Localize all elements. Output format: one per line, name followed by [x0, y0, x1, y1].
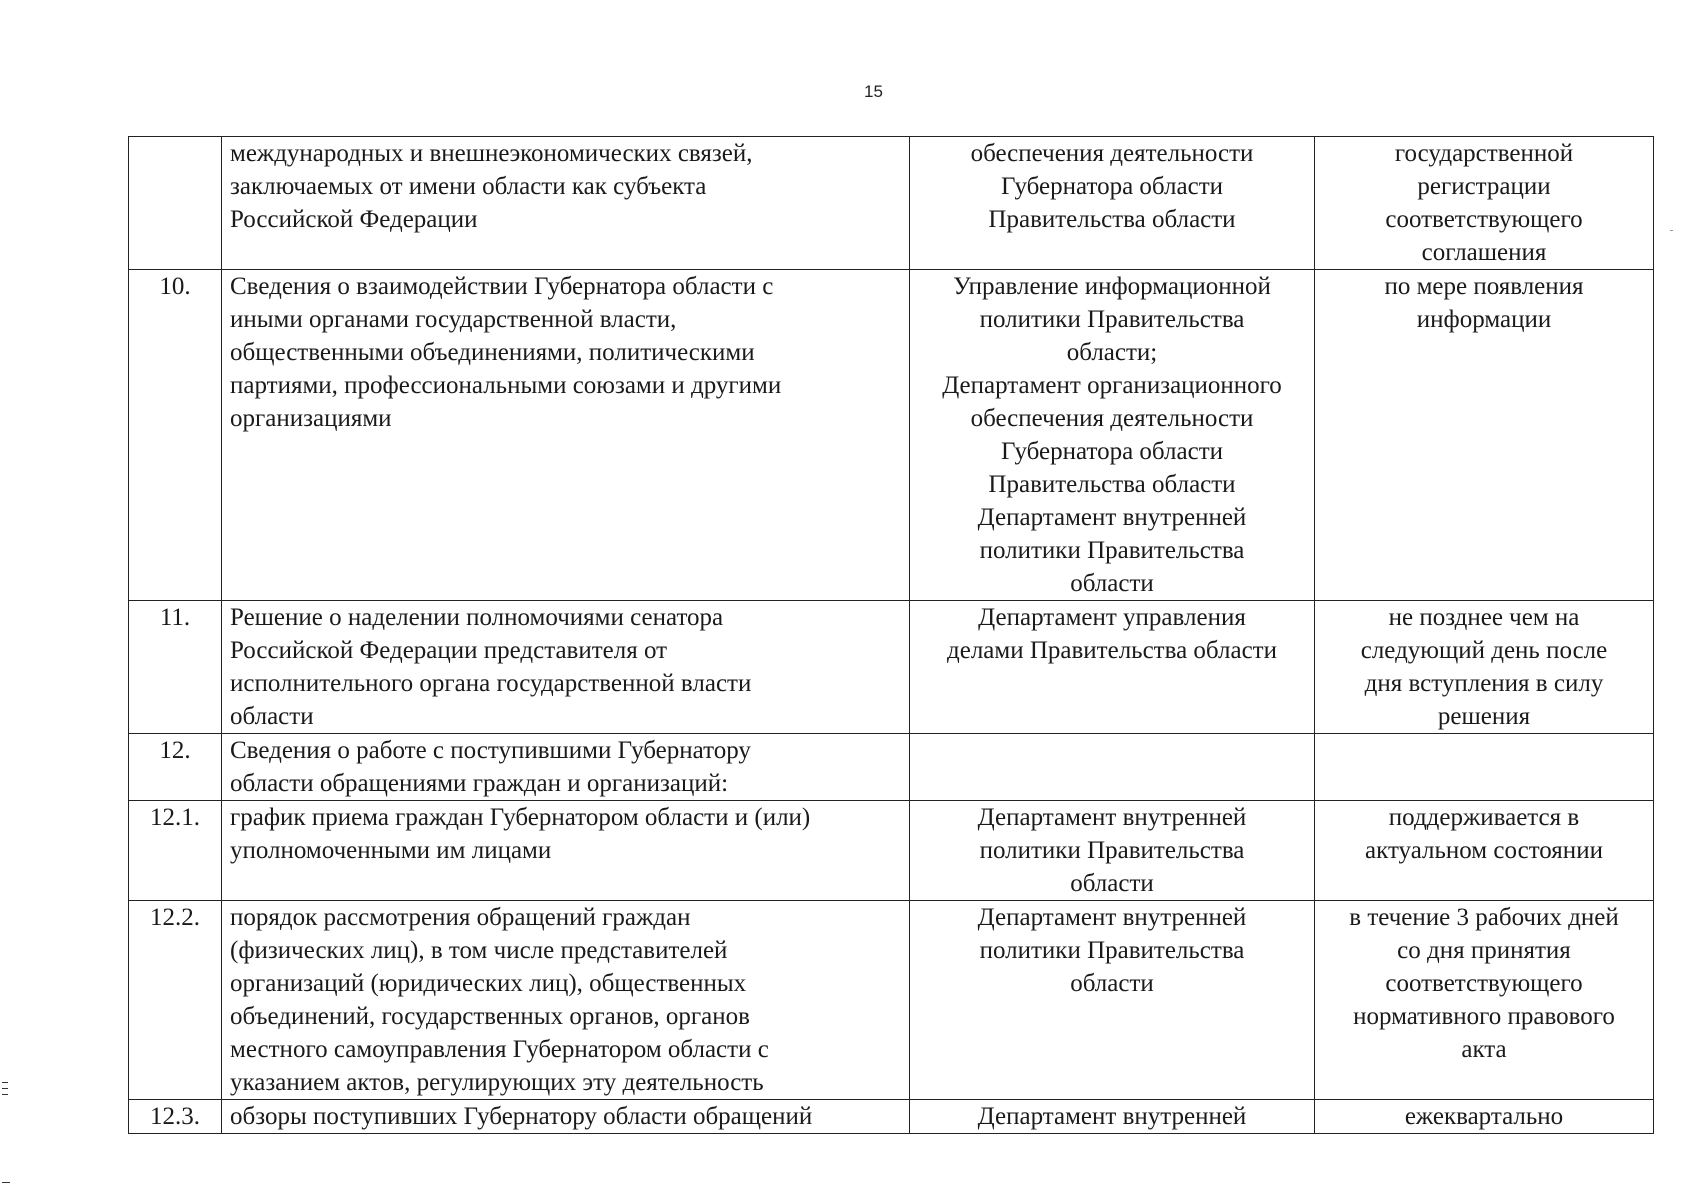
scan-margin-mark: [1670, 230, 1673, 231]
responsible-cell: [910, 270, 1315, 601]
info-name: обзоры поступивших Губернатору области обращений: [230, 1103, 813, 1130]
row-number-cell: [129, 601, 222, 734]
table-row: [129, 601, 1654, 734]
responsible-body: Департамент управления делами Правительства области: [947, 604, 1277, 664]
table-row: [129, 1100, 1654, 1134]
row-number: 10.: [159, 273, 191, 300]
info-name: график приема граждан Губернатором области и (или) уполномоченными им лицами: [230, 804, 811, 864]
row-number: 12.3.: [150, 1103, 200, 1130]
scan-margin-mark: [2, 1182, 10, 1183]
row-number: 12.2.: [150, 904, 200, 931]
term-cell: [1315, 137, 1654, 270]
table-row: [129, 734, 1654, 801]
info-name: Сведения о работе с поступившими Губернатору области обращениями граждан и организаций:: [230, 737, 751, 797]
row-number: 12.: [159, 737, 191, 764]
responsible-cell: [910, 1100, 1315, 1134]
term-cell: [1315, 1100, 1654, 1134]
update-term: поддерживается в актуальном состоянии: [1365, 804, 1603, 864]
responsible-cell: [910, 137, 1315, 270]
info-name-cell: [222, 734, 910, 801]
info-name: порядок рассмотрения обращений граждан (физических лиц), в том числе представителей организаций (юридических лиц), общественных объединений, государственных органов, органов местного самоуправления Губернатором области с указанием актов, регулирующих эту деятельность: [230, 904, 769, 1096]
row-number-cell: [129, 1100, 222, 1134]
disclosure-table: [128, 136, 1654, 1134]
row-number: 12.1.: [150, 804, 200, 831]
info-name-cell: [222, 270, 910, 601]
row-number-cell: [129, 137, 222, 270]
update-term: по мере появления информации: [1384, 273, 1584, 333]
table-row: [129, 901, 1654, 1100]
info-name: международных и внешнеэкономических связей, заключаемых от имени области как субъекта Российской Федерации: [230, 140, 753, 233]
responsible-body: Департамент внутренней: [977, 1103, 1247, 1130]
term-cell: [1315, 901, 1654, 1100]
table-row: [129, 137, 1654, 270]
term-cell: [1315, 601, 1654, 734]
info-name: Решение о наделении полномочиями сенатора Российской Федерации представителя от исполнительного органа государственной власти области: [230, 604, 752, 730]
scan-margin-mark: [2, 1088, 8, 1089]
info-name-cell: [222, 901, 910, 1100]
info-name-cell: [222, 601, 910, 734]
info-name-cell: [222, 137, 910, 270]
page-number: 15: [864, 82, 883, 101]
term-cell: [1315, 270, 1654, 601]
update-term: не позднее чем на следующий день после дня вступления в силу решения: [1360, 604, 1608, 730]
responsible-cell: [910, 801, 1315, 901]
table-row: [129, 801, 1654, 901]
scan-margin-mark: [2, 1082, 8, 1083]
info-name-cell: [222, 1100, 910, 1134]
scan-margin-mark: [2, 1094, 8, 1095]
row-number-cell: [129, 901, 222, 1100]
row-number-cell: [129, 734, 222, 801]
update-term: ежеквартально: [1404, 1103, 1564, 1130]
responsible-cell: [910, 901, 1315, 1100]
responsible-body: Департамент внутренней политики Правительства области: [977, 904, 1247, 997]
row-number: 11.: [159, 604, 191, 631]
term-cell: [1315, 801, 1654, 901]
term-cell: [1315, 734, 1654, 801]
responsible-body: Управление информационной политики Правительства области; Департамент организационного обеспечения деятельности Губернатора области Правительства области Департамент внутренней политики Правительства области: [942, 273, 1282, 597]
responsible-body: Департамент внутренней политики Правительства области: [977, 804, 1247, 897]
row-number-cell: [129, 270, 222, 601]
info-name: Сведения о взаимодействии Губернатора области с иными органами государственной власти, общественными объединениями, политическими партиями, профессиональными союзами и другими организациями: [230, 273, 782, 432]
info-name-cell: [222, 801, 910, 901]
responsible-cell: [910, 734, 1315, 801]
row-number-cell: [129, 801, 222, 901]
responsible-body: обеспечения деятельности Губернатора области Правительства области: [970, 140, 1254, 233]
update-term: в течение 3 рабочих дней со дня принятия соответствующего нормативного правового акта: [1349, 904, 1619, 1063]
update-term: государственной регистрации соответствующего соглашения: [1385, 140, 1583, 266]
table-row: [129, 270, 1654, 601]
responsible-cell: [910, 601, 1315, 734]
